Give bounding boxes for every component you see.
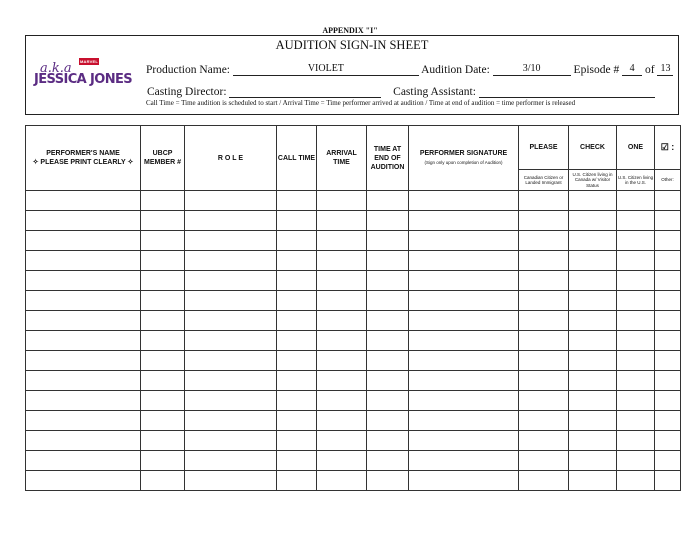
table-cell[interactable] [367, 291, 409, 311]
table-cell[interactable] [409, 451, 519, 471]
table-cell[interactable] [569, 311, 617, 331]
table-cell[interactable] [317, 271, 367, 291]
table-cell[interactable] [26, 211, 141, 231]
table-cell[interactable] [367, 271, 409, 291]
page-title: AUDITION SIGN-IN SHEET [275, 38, 429, 52]
col-performer-name-label: PERFORMER'S NAME [46, 150, 120, 157]
table-cell[interactable] [26, 191, 141, 211]
col-call-time: CALL TIME [277, 126, 317, 191]
table-cell[interactable] [617, 431, 655, 451]
table-cell[interactable] [617, 311, 655, 331]
table-cell[interactable] [317, 331, 367, 351]
table-cell[interactable] [367, 391, 409, 411]
table-cell[interactable] [655, 371, 681, 391]
table-cell[interactable] [277, 331, 317, 351]
table-cell[interactable] [655, 191, 681, 211]
table-cell[interactable] [317, 351, 367, 371]
production-row [146, 63, 673, 76]
table-cell[interactable] [367, 471, 409, 491]
casting-director-label: Casting Director: [147, 86, 227, 98]
table-cell[interactable] [26, 411, 141, 431]
table-cell[interactable] [617, 371, 655, 391]
table-cell[interactable] [409, 191, 519, 211]
table-row [26, 431, 681, 451]
time-definitions-note: Call Time = Time audition is scheduled to start / Arrival Time = Time performer arrived at audition / Time at end of audition = time performer is released [146, 99, 576, 107]
table-cell[interactable] [367, 191, 409, 211]
logo-show-name: JESSICA JONES [34, 72, 133, 87]
table-cell[interactable] [655, 271, 681, 291]
table-cell[interactable] [655, 251, 681, 271]
table-cell[interactable] [26, 291, 141, 311]
marvel-logo: MARVEL [80, 59, 99, 64]
table-cell[interactable] [519, 471, 569, 491]
table-cell[interactable] [317, 231, 367, 251]
col-us-citizen-canada: U.S. Citizen living in Canada w/ Visitor Status [569, 170, 617, 191]
table-cell[interactable] [141, 191, 185, 211]
table-cell[interactable] [141, 211, 185, 231]
audition-date-field[interactable]: 3/10 [493, 63, 571, 76]
audition-date-label: Audition Date: [421, 64, 490, 76]
table-cell[interactable] [277, 471, 317, 491]
table-cell[interactable] [185, 351, 277, 371]
header-box [25, 35, 679, 115]
casting-assistant-field[interactable] [479, 85, 655, 98]
table-cell[interactable] [185, 271, 277, 291]
table-row [26, 411, 681, 431]
table-cell[interactable] [519, 231, 569, 251]
table-cell[interactable] [409, 231, 519, 251]
table-cell[interactable] [185, 211, 277, 231]
table-cell[interactable] [569, 391, 617, 411]
table-cell[interactable] [519, 271, 569, 291]
checkbox-icon: ☑ : [655, 126, 681, 170]
table-cell[interactable] [617, 291, 655, 311]
table-cell[interactable] [569, 411, 617, 431]
table-cell[interactable] [185, 191, 277, 211]
table-cell[interactable] [277, 231, 317, 251]
casting-assistant-label: Casting Assistant: [393, 86, 476, 98]
table-cell[interactable] [317, 251, 367, 271]
table-cell[interactable] [617, 191, 655, 211]
table-row [26, 231, 681, 251]
table-cell[interactable] [367, 331, 409, 351]
table-cell[interactable] [569, 231, 617, 251]
col-other: Other: [655, 170, 681, 191]
table-cell[interactable] [655, 451, 681, 471]
table-cell[interactable] [617, 451, 655, 471]
table-cell[interactable] [409, 471, 519, 491]
table-cell[interactable] [409, 211, 519, 231]
table-cell[interactable] [185, 291, 277, 311]
table-cell[interactable] [367, 211, 409, 231]
logo-aka: a.k.a [40, 61, 72, 76]
episode-label: Episode # [573, 64, 620, 76]
table-cell[interactable] [277, 271, 317, 291]
table-cell[interactable] [26, 471, 141, 491]
table-cell[interactable] [317, 431, 367, 451]
table-cell[interactable] [26, 351, 141, 371]
table-cell[interactable] [655, 391, 681, 411]
table-cell[interactable] [185, 251, 277, 271]
table-cell[interactable] [141, 431, 185, 451]
table-cell[interactable] [569, 211, 617, 231]
col-signature [409, 126, 519, 191]
casting-director-field[interactable] [229, 85, 381, 98]
col-performer-name [26, 126, 141, 191]
table-cell[interactable] [185, 451, 277, 471]
table-cell[interactable] [185, 231, 277, 251]
table-cell[interactable] [26, 451, 141, 471]
table-cell[interactable] [141, 351, 185, 371]
table-cell[interactable] [409, 331, 519, 351]
table-cell[interactable] [185, 391, 277, 411]
table-cell[interactable] [367, 431, 409, 451]
table-cell[interactable] [277, 251, 317, 271]
table-cell[interactable] [141, 271, 185, 291]
table-cell[interactable] [317, 311, 367, 331]
table-cell[interactable] [26, 271, 141, 291]
table-cell[interactable] [141, 471, 185, 491]
table-cell[interactable] [367, 311, 409, 331]
table-cell[interactable] [519, 211, 569, 231]
table-cell[interactable] [367, 371, 409, 391]
table-cell[interactable] [617, 391, 655, 411]
table-cell[interactable] [317, 211, 367, 231]
table-cell[interactable] [26, 431, 141, 451]
appendix-label: APPENDIX "I" [322, 26, 378, 35]
table-cell[interactable] [569, 451, 617, 471]
table-cell[interactable] [277, 371, 317, 391]
table-cell[interactable] [317, 391, 367, 411]
episode-total-field[interactable]: 13 [657, 63, 673, 76]
table-cell[interactable] [141, 291, 185, 311]
table-cell[interactable] [617, 231, 655, 251]
table-cell[interactable] [26, 231, 141, 251]
table-cell[interactable] [409, 291, 519, 311]
table-cell[interactable] [141, 331, 185, 351]
table-cell[interactable] [277, 211, 317, 231]
table-cell[interactable] [617, 271, 655, 291]
table-cell[interactable] [141, 231, 185, 251]
table-cell[interactable] [185, 331, 277, 351]
table-cell[interactable] [519, 351, 569, 371]
table-cell[interactable] [409, 271, 519, 291]
table-row [26, 211, 681, 231]
table-cell[interactable] [185, 311, 277, 331]
table-cell[interactable] [141, 411, 185, 431]
table-cell[interactable] [617, 471, 655, 491]
table-cell[interactable] [26, 371, 141, 391]
table-cell[interactable] [367, 451, 409, 471]
table-cell[interactable] [655, 311, 681, 331]
table-cell[interactable] [617, 351, 655, 371]
table-cell[interactable] [317, 371, 367, 391]
col-end-time: TIME AT END OF AUDITION [367, 126, 409, 191]
sign-in-rows [26, 191, 681, 491]
table-cell[interactable] [617, 411, 655, 431]
table-cell[interactable] [519, 431, 569, 451]
table-cell[interactable] [26, 391, 141, 411]
table-cell[interactable] [26, 251, 141, 271]
table-cell[interactable] [569, 371, 617, 391]
table-cell[interactable] [409, 431, 519, 451]
episode-of-label: of [644, 64, 655, 76]
table-cell[interactable] [569, 271, 617, 291]
table-cell[interactable] [409, 411, 519, 431]
table-cell[interactable] [141, 251, 185, 271]
col-canadian-citizen: Canadian Citizen or Landed Immigrant [519, 170, 569, 191]
table-cell[interactable] [317, 291, 367, 311]
col-arrival-time: ARRIVAL TIME [317, 126, 367, 191]
production-name-field[interactable]: VIOLET [233, 63, 419, 76]
table-cell[interactable] [409, 251, 519, 271]
table-cell[interactable] [569, 331, 617, 351]
table-cell[interactable] [569, 191, 617, 211]
table-cell[interactable] [409, 371, 519, 391]
table-cell[interactable] [655, 411, 681, 431]
table-cell[interactable] [655, 291, 681, 311]
casting-row [147, 85, 655, 98]
col-please: PLEASE [519, 126, 569, 170]
table-cell[interactable] [277, 311, 317, 331]
table-cell[interactable] [569, 351, 617, 371]
table-row [26, 251, 681, 271]
table-cell[interactable] [367, 411, 409, 431]
table-cell[interactable] [277, 351, 317, 371]
table-cell[interactable] [569, 251, 617, 271]
table-cell[interactable] [569, 471, 617, 491]
col-one: ONE [617, 126, 655, 170]
table-cell[interactable] [519, 411, 569, 431]
table-cell[interactable] [655, 331, 681, 351]
table-cell[interactable] [617, 331, 655, 351]
col-check: CHECK [569, 126, 617, 170]
table-cell[interactable] [519, 251, 569, 271]
table-cell[interactable] [367, 351, 409, 371]
table-cell[interactable] [185, 471, 277, 491]
table-cell[interactable] [367, 231, 409, 251]
table-cell[interactable] [26, 311, 141, 331]
table-cell[interactable] [277, 411, 317, 431]
table-cell[interactable] [409, 391, 519, 411]
table-cell[interactable] [185, 411, 277, 431]
table-cell[interactable] [317, 191, 367, 211]
table-cell[interactable] [367, 251, 409, 271]
table-row [26, 331, 681, 351]
table-row [26, 271, 681, 291]
table-row [26, 311, 681, 331]
col-signature-sub: (Sign only upon completion of Audition) [424, 160, 503, 165]
table-cell[interactable] [141, 311, 185, 331]
table-row [26, 471, 681, 491]
episode-field[interactable]: 4 [622, 63, 642, 76]
table-cell[interactable] [655, 211, 681, 231]
sign-in-table [25, 125, 681, 491]
table-cell[interactable] [141, 451, 185, 471]
production-label: Production Name: [146, 64, 230, 76]
table-cell[interactable] [569, 291, 617, 311]
table-cell[interactable] [655, 431, 681, 451]
table-cell[interactable] [409, 351, 519, 371]
col-role: R O L E [185, 126, 277, 191]
table-cell[interactable] [141, 371, 185, 391]
table-cell[interactable] [26, 331, 141, 351]
col-ubcp-member: UBCP MEMBER # [141, 126, 185, 191]
table-row [26, 391, 681, 411]
table-cell[interactable] [655, 471, 681, 491]
table-cell[interactable] [277, 451, 317, 471]
table-cell[interactable] [185, 371, 277, 391]
table-cell[interactable] [277, 431, 317, 451]
table-cell[interactable] [655, 351, 681, 371]
table-cell[interactable] [317, 411, 367, 431]
table-row [26, 351, 681, 371]
table-cell[interactable] [277, 391, 317, 411]
table-cell[interactable] [617, 211, 655, 231]
table-cell[interactable] [519, 311, 569, 331]
table-cell[interactable] [519, 331, 569, 351]
table-cell[interactable] [277, 291, 317, 311]
table-cell[interactable] [519, 451, 569, 471]
table-cell[interactable] [655, 231, 681, 251]
table-cell[interactable] [519, 191, 569, 211]
col-performer-name-sub: ✧ PLEASE PRINT CLEARLY ✧ [32, 159, 134, 166]
table-row [26, 451, 681, 471]
table-row [26, 371, 681, 391]
table-cell[interactable] [519, 391, 569, 411]
table-cell[interactable] [141, 391, 185, 411]
table-cell[interactable] [277, 191, 317, 211]
table-row [26, 291, 681, 311]
table-cell[interactable] [317, 471, 367, 491]
table-cell[interactable] [569, 431, 617, 451]
table-cell[interactable] [617, 251, 655, 271]
table-cell[interactable] [317, 451, 367, 471]
col-us-citizen-us: U.S. Citizen living in the U.S. [617, 170, 655, 191]
col-signature-label: PERFORMER SIGNATURE [419, 150, 508, 157]
table-cell[interactable] [409, 311, 519, 331]
table-cell[interactable] [185, 431, 277, 451]
table-row [26, 191, 681, 211]
table-cell[interactable] [519, 291, 569, 311]
table-cell[interactable] [519, 371, 569, 391]
